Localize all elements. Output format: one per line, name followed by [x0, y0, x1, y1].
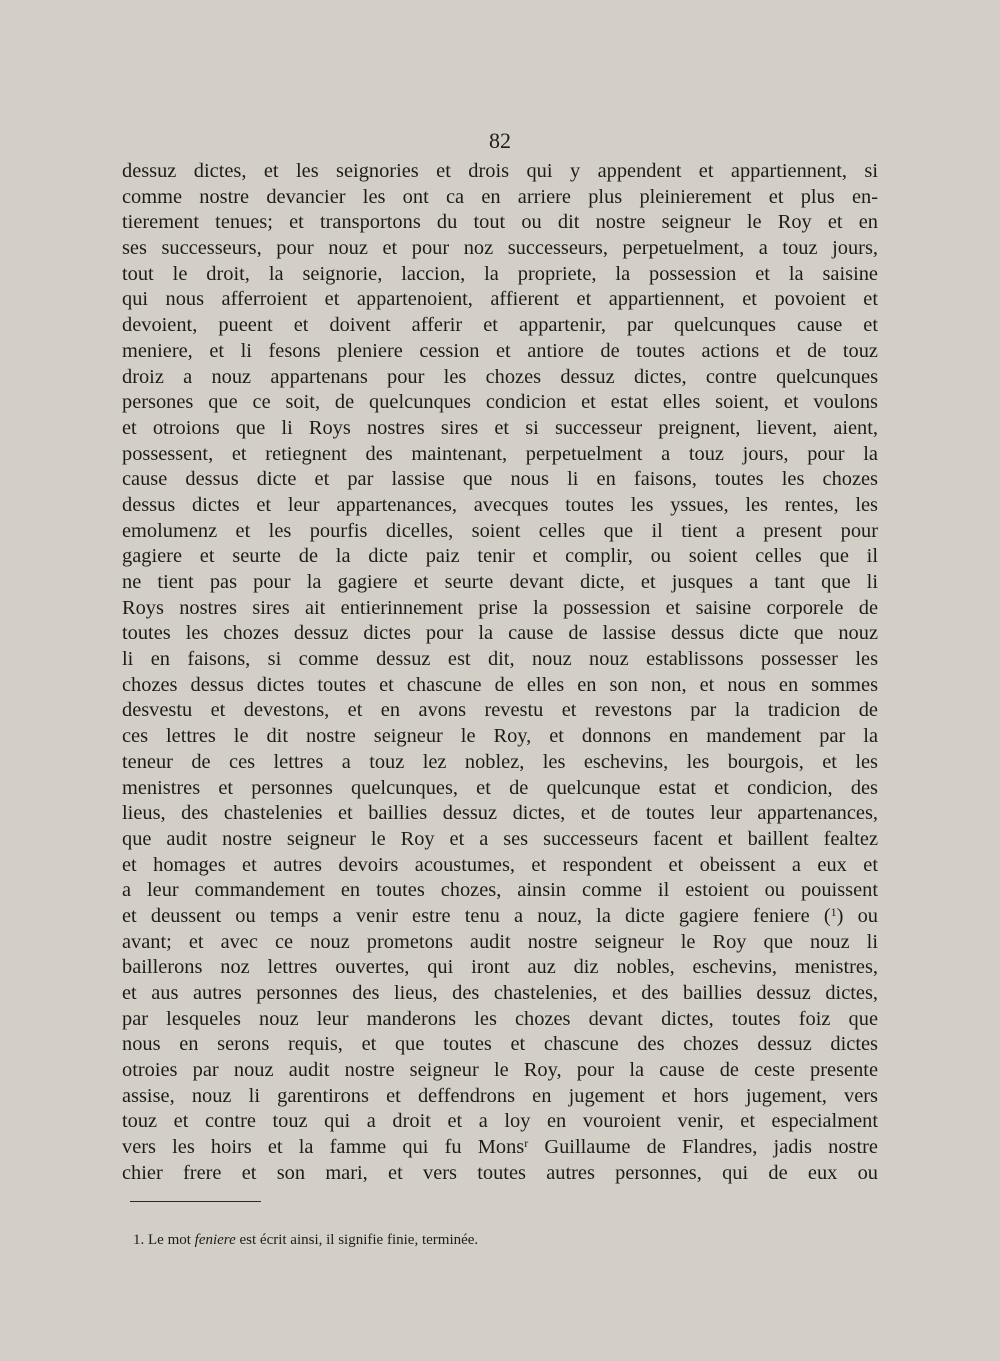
text-line: menistres et personnes quelcunques, et de quelcunque estat et condicion, des	[122, 776, 878, 799]
footnote	[133, 1230, 478, 1250]
text-line: devoient, pueent et doivent afferir et appartenir, par quelcunques cause et	[122, 314, 878, 337]
text-line: tierement tenues; et transportons du tout ou dit nostre seigneur le Roy et en	[122, 211, 878, 234]
text-line: vers les hoirs et la famme qui fu Mons$^r$ Guillaume de Flandres, jadis nostre	[122, 1136, 878, 1159]
text-line: meniere, et li fesons pleniere cession et antiore de toutes actions et de touz	[122, 339, 878, 362]
text-line: desvestu et devestons, et en avons revestu et revestons par la tradicion de	[122, 699, 878, 722]
text-line: Roys nostres sires ait entierinnement prise la possession et saisine corporele de	[122, 596, 878, 619]
text-line: que audit nostre seigneur le Roy et a ses successeurs facent et baillent fealtez	[122, 827, 878, 850]
text-line: possessent, et retiegnent des maintenant, perpetuelment a touz jours, pour la	[122, 442, 878, 465]
text-line: et homages et autres devoirs acoustumes, et respondent et obeissent a eux et	[122, 853, 878, 876]
text-line: assise, nouz li garentirons et deffendrons en jugement et hors jugement, vers	[122, 1084, 878, 1107]
text-line: baillerons noz lettres ouvertes, qui iront auz diz nobles, eschevins, menistres,	[122, 956, 878, 979]
text-line: et aus autres personnes des lieus, des chastelenies, et des baillies dessuz dictes,	[122, 982, 878, 1004]
footnote-text-post: est écrit ainsi, il signifie finie, terminée.	[239, 1232, 479, 1248]
text-line: ne tient pas pour la gagiere et seurte devant dicte, et jusques a tant que li	[122, 571, 878, 593]
text-line: a leur commandement en toutes chozes, ainsin comme il estoient ou pouissent	[122, 879, 878, 902]
text-line: toutes les chozes dessuz dictes pour la cause de lassise dessus dicte que nouz	[122, 622, 878, 645]
text-line: teneur de ces lettres a touz lez noblez, les eschevins, les bourgois, et les	[122, 750, 878, 773]
text-line: et otroions que li Roys nostres sires et si successeur preignent, lievent, aient,	[122, 416, 878, 439]
footnote-number: 1.	[133, 1232, 145, 1248]
text-line: et deussent ou temps a venir estre tenu a nouz, la dicte gagiere feniere ($^1$) ou	[122, 904, 878, 927]
footnote-term: feniere	[194, 1232, 236, 1248]
text-line: nous en serons requis, et que toutes et chascune des chozes dessuz dictes	[122, 1033, 878, 1056]
text-line: li en faisons, si comme dessuz est dit, nouz nouz establissons possesser les	[122, 648, 878, 671]
text-line: dessus dictes et leur appartenances, avecques toutes les yssues, les rentes, les	[122, 493, 878, 516]
text-line: droiz a nouz appartenans pour les chozes dessuz dictes, contre quelcunques	[122, 365, 878, 388]
body-text	[122, 159, 878, 1187]
footnote-text-pre: Le mot	[148, 1232, 191, 1248]
text-line: persones que ce soit, de quelcunques condicion et estat elles soient, et voulons	[122, 391, 878, 414]
text-line: avant; et avec ce nouz prometons audit nostre seigneur le Roy que nouz li	[122, 930, 878, 953]
text-line: comme nostre devancier les ont ca en arriere plus pleinierement et plus en-	[122, 185, 878, 208]
text-line: cause dessus dicte et par lassise que nous li en faisons, toutes les chozes	[122, 468, 878, 491]
text-line: otroies par nouz audit nostre seigneur le Roy, pour la cause de ceste presente	[122, 1059, 878, 1082]
text-line: tout le droit, la seignorie, laccion, la propriete, la possession et la saisine	[122, 262, 878, 285]
text-line: ces lettres le dit nostre seigneur le Roy, et donnons en mandement par la	[122, 725, 878, 748]
text-line: chier frere et son mari, et vers toutes autres personnes, qui de eux ou	[122, 1161, 878, 1184]
text-line: par lesqueles nouz leur manderons les chozes devant dictes, toutes foiz que	[122, 1007, 878, 1030]
page-number: 82	[489, 128, 511, 153]
text-line: gagiere et seurte de la dicte paiz tenir et complir, ou soient celles que il	[122, 545, 878, 568]
footnote-divider	[130, 1201, 261, 1202]
text-line: qui nous afferroient et appartenoient, affierent et appartiennent, et povoient et	[122, 288, 878, 311]
text-line: touz et contre touz qui a droit et a loy en vouroient venir, et especialment	[122, 1110, 878, 1133]
text-line: emolumenz et les pourfis dicelles, soient celles que il tient a present pour	[122, 519, 878, 542]
text-line: lieus, des chastelenies et baillies dessuz dictes, et de toutes leur appartenances,	[122, 802, 878, 825]
text-line: dessuz dictes, et les seignories et drois qui y appendent et appartiennent, si	[122, 160, 878, 182]
text-line: ses successeurs, pour nouz et pour noz successeurs, perpetuelment, a touz jours,	[122, 237, 878, 260]
text-line: chozes dessus dictes toutes et chascune de elles en son non, et nous en sommes	[122, 673, 878, 696]
